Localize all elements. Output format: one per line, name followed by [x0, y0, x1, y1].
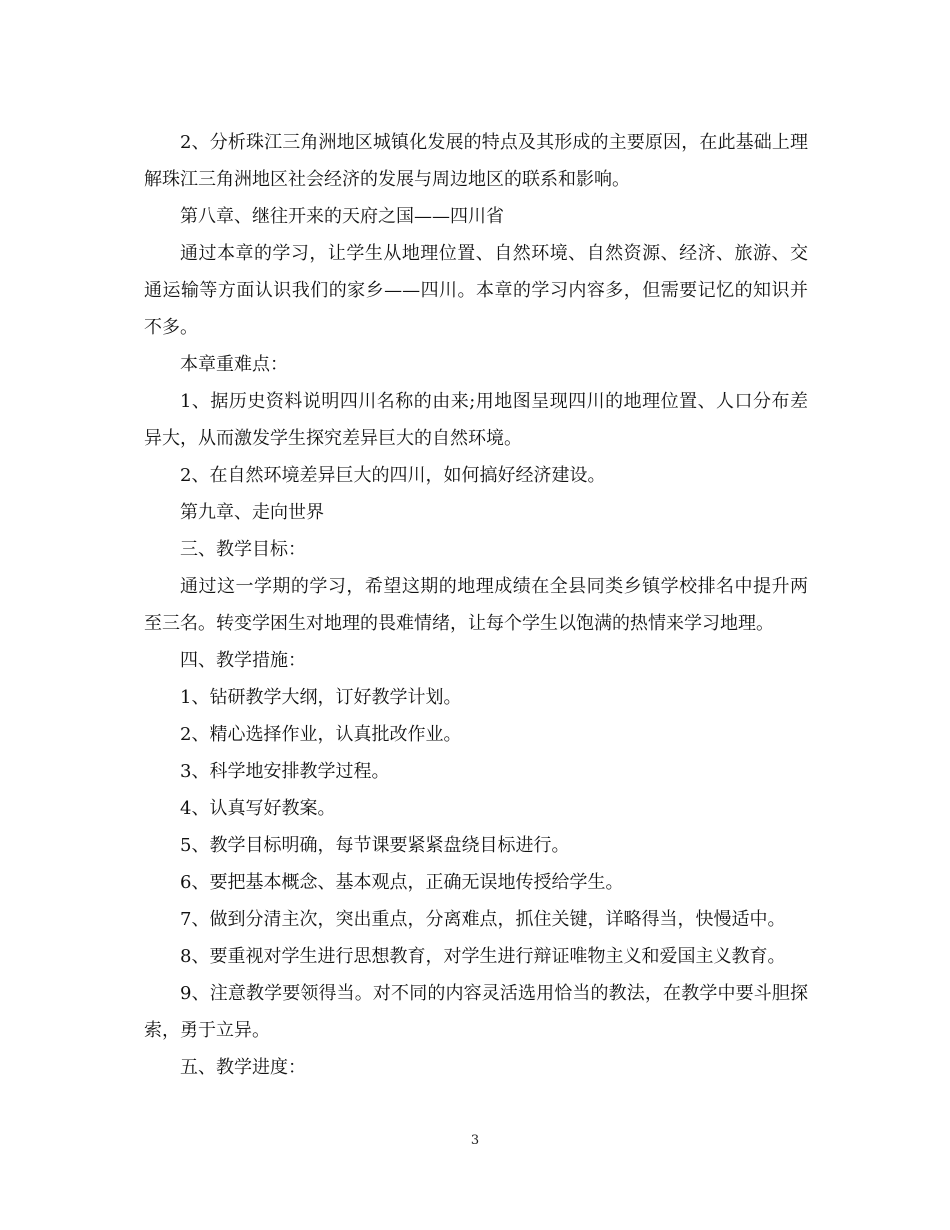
section-heading: 本章重难点： [180, 354, 288, 375]
list-item: 4、认真写好教案。 [180, 798, 336, 819]
list-item: 8、要重视对学生进行思想教育，对学生进行辩证唯物主义和爱国主义教育。 [180, 946, 786, 967]
list-item: 9、注意教学要领得当。对不同的内容灵活选用恰当的教法，在教学中要斗胆探索，勇于立异。 [144, 983, 808, 1041]
section-heading: 三、教学目标： [180, 539, 306, 560]
list-item: 2、在自然环境差异巨大的四川，如何搞好经济建设。 [180, 465, 606, 486]
list-item: 1、钻研教学大纲，订好教学计划。 [180, 687, 462, 708]
chapter-heading: 第九章、走向世界 [180, 502, 324, 523]
paragraph: 2、分析珠江三角洲地区城镇化发展的特点及其形成的主要原因，在此基础上理解珠江三角洲地区社会经济的发展与周边地区的联系和影响。 [144, 132, 808, 190]
list-item: 7、做到分清主次，突出重点，分离难点，抓住关键，详略得当，快慢适中。 [180, 909, 786, 930]
list-item: 6、要把基本概念、基本观点，正确无误地传授给学生。 [180, 872, 624, 893]
list-item: 2、精心选择作业，认真批改作业。 [180, 724, 462, 745]
document-body [144, 124, 808, 1086]
list-item: 3、科学地安排教学过程。 [180, 761, 390, 782]
section-heading: 四、教学措施： [180, 650, 306, 671]
section-heading: 五、教学进度： [180, 1057, 306, 1078]
paragraph: 通过本章的学习，让学生从地理位置、自然环境、自然资源、经济、旅游、交通运输等方面认识我们的家乡——四川。本章的学习内容多，但需要记忆的知识并不多。 [144, 243, 808, 338]
page-number: 3 [470, 1133, 480, 1148]
chapter-heading: 第八章、继往开来的天府之国——四川省 [180, 206, 504, 227]
list-item: 1、据历史资料说明四川名称的由来;用地图呈现四川的地理位置、人口分布差异大，从而激发学生探究差异巨大的自然环境。 [144, 391, 808, 449]
list-item: 5、教学目标明确，每节课要紧紧盘绕目标进行。 [180, 835, 570, 856]
paragraph: 通过这一学期的学习，希望这期的地理成绩在全县同类乡镇学校排名中提升两至三名。转变学困生对地理的畏难情绪，让每个学生以饱满的热情来学习地理。 [144, 576, 808, 634]
